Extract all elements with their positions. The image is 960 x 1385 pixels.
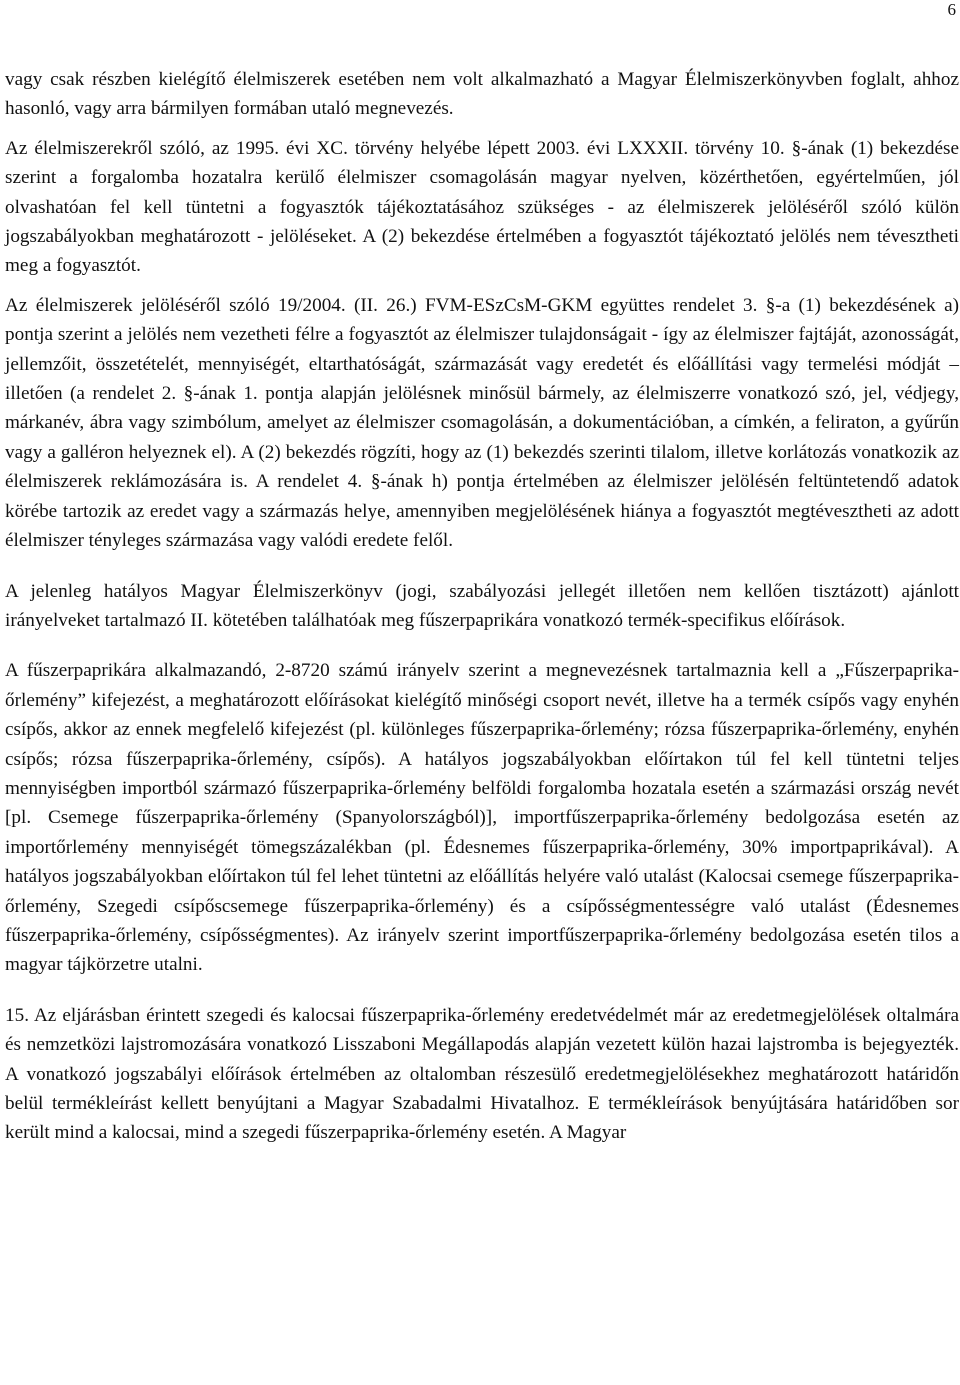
page-number: 6 <box>947 0 956 19</box>
paragraph-numbered-15: 15. Az eljárásban érintett szegedi és kalocsai fűszerpaprika-őrlemény eredetvédelmét már az eredetmegjelölések oltalmára és nemzetközi lajstromozására vonatkozó Lisszaboni Megállapodás alapján vezetett külön hazai lajstromba is bejegyezték. A vonatkozó jogszabályi előírások értelmében az oltalomban részesülő eredetmegjelölésekhez meghatározott határidőn belül termékleírást kellett benyújtani a Magyar Szabadalmi Hivatalhoz. E termékleírások benyújtására határidőben sor került mind a kalocsai, mind a szegedi fűszerpaprika-őrlemény esetén. A Magyar <box>5 1004 959 1144</box>
paragraph-paprika-directive: A fűszerpaprikára alkalmazandó, 2-8720 számú irányelv szerint a megnevezésnek tartalmaznia kell a „Fűszerpaprika-őrlemény” kifejezést, a meghatározott előírásokat kielégítő minőségi csoport nevét, illetve ha a termék csípős vagy enyhén csípős, akkor az ennek megfelelő kifejezést (pl. különleges fűszerpaprika-őrlemény; rózsa fűszerpaprika-őrlemény, enyhén csípős; rózsa fűszerpaprika-őrlemény, csípős). A hatályos jogszabályokban előírtakon túl fel kell tüntetni teljes mennyiségben importból származó fűszerpaprika-őrlemény belföldi forgalomba hozatala esetén a származási ország nevét [pl. Csemege fűszerpaprika-őrlemény (Spanyolországból)], importfűszerpaprika-őrlemény bedolgozása esetén az importőrlemény mennyiségét tömegszázalékban (pl. Édesnemes fűszerpaprika-őrlemény, 30% importpaprikával). A hatályos jogszabályokban előírtakon túl fel lehet tüntetni az előállítás helyére való utalást (Kalocsai csemege fűszerpaprika-őrlemény, Szegedi csípőscsemege fűszerpaprika-őrlemény) és a csípősségmentességre való utalást (Édesnemes fűszerpaprika-őrlemény, csípősségmentes). Az irányelv szerint importfűszerpaprika-őrlemény bedolgozása esetén tilos a magyar tájkörzetre utalni. <box>5 660 959 976</box>
document-body <box>5 65 959 1148</box>
paragraph-labelling-decree: Az élelmiszerek jelöléséről szóló 19/2004. (II. 26.) FVM-ESzCsM-GKM együttes rendelet 3. §-a (1) bekezdésének a) pontja szerint a jelölés nem vezetheti félre a fogyasztót az élelmiszer tulajdonságait - így az élelmiszer fajtáját, azonosságát, jellemzőit, összetételét, mennyiségét, eltarthatóságát, származását vagy eredetét és előállítási vagy termelési módját – illetően (a rendelet 2. §-ának 1. pontja alapján jelölésnek minősül bármely, az élelmiszerre vonatkozó szó, jel, védjegy, márkanév, ábra vagy szimbólum, amelyet az élelmiszer csomagolásán, a dokumentációban, a címkén, a feliraton, a gyűrűn vagy a galléron helyeznek el). A (2) bekezdés rögzíti, hogy az (1) bekezdés szerinti tilalom, illetve korlátozás vonatkozik az élelmiszerek reklámozására is. A rendelet 4. §-ának h) pontja értelmében az élelmiszer jelölésén feltüntetendő adatok körébe tartozik az eredet vagy a származás helye, amennyiben megjelölésének hiánya a fogyasztót megtévesztheti az adott élelmiszer tényleges származása vagy valódi eredete felől. <box>5 294 959 552</box>
paragraph-food-act: Az élelmiszerekről szóló, az 1995. évi XC. törvény helyébe lépett 2003. évi LXXXII. törvény 10. §-ának (1) bekezdése szerint a forgalomba hozatalra kerülő élelmiszer csomagolásán magyar nyelven, közérthetően, egyértelműen, jól olvashatóan fel kell tüntetni a fogyasztók tájékoztatásához szükséges - az élelmiszerek jelöléséről szóló külön jogszabályokban meghatározott - jelöléseket. A (2) bekezdése értelmében a fogyasztót tájékoztató jelölés nem tévesztheti meg a fogyasztót. <box>5 137 959 277</box>
paragraph-intro-continuation: vagy csak részben kielégítő élelmiszerek esetében nem volt alkalmazható a Magyar Élelmiszerkönyvben foglalt, ahhoz hasonló, vagy arra bármilyen formában utaló megnevezés. <box>5 69 959 120</box>
paragraph-food-codex: A jelenleg hatályos Magyar Élelmiszerkönyv (jogi, szabályozási jellegét illetően nem kellően tisztázott) ajánlott irányelveket tartalmazó II. kötetében találhatóak meg fűszerpaprikára vonatkozó termék-specifikus előírások. <box>5 580 959 631</box>
